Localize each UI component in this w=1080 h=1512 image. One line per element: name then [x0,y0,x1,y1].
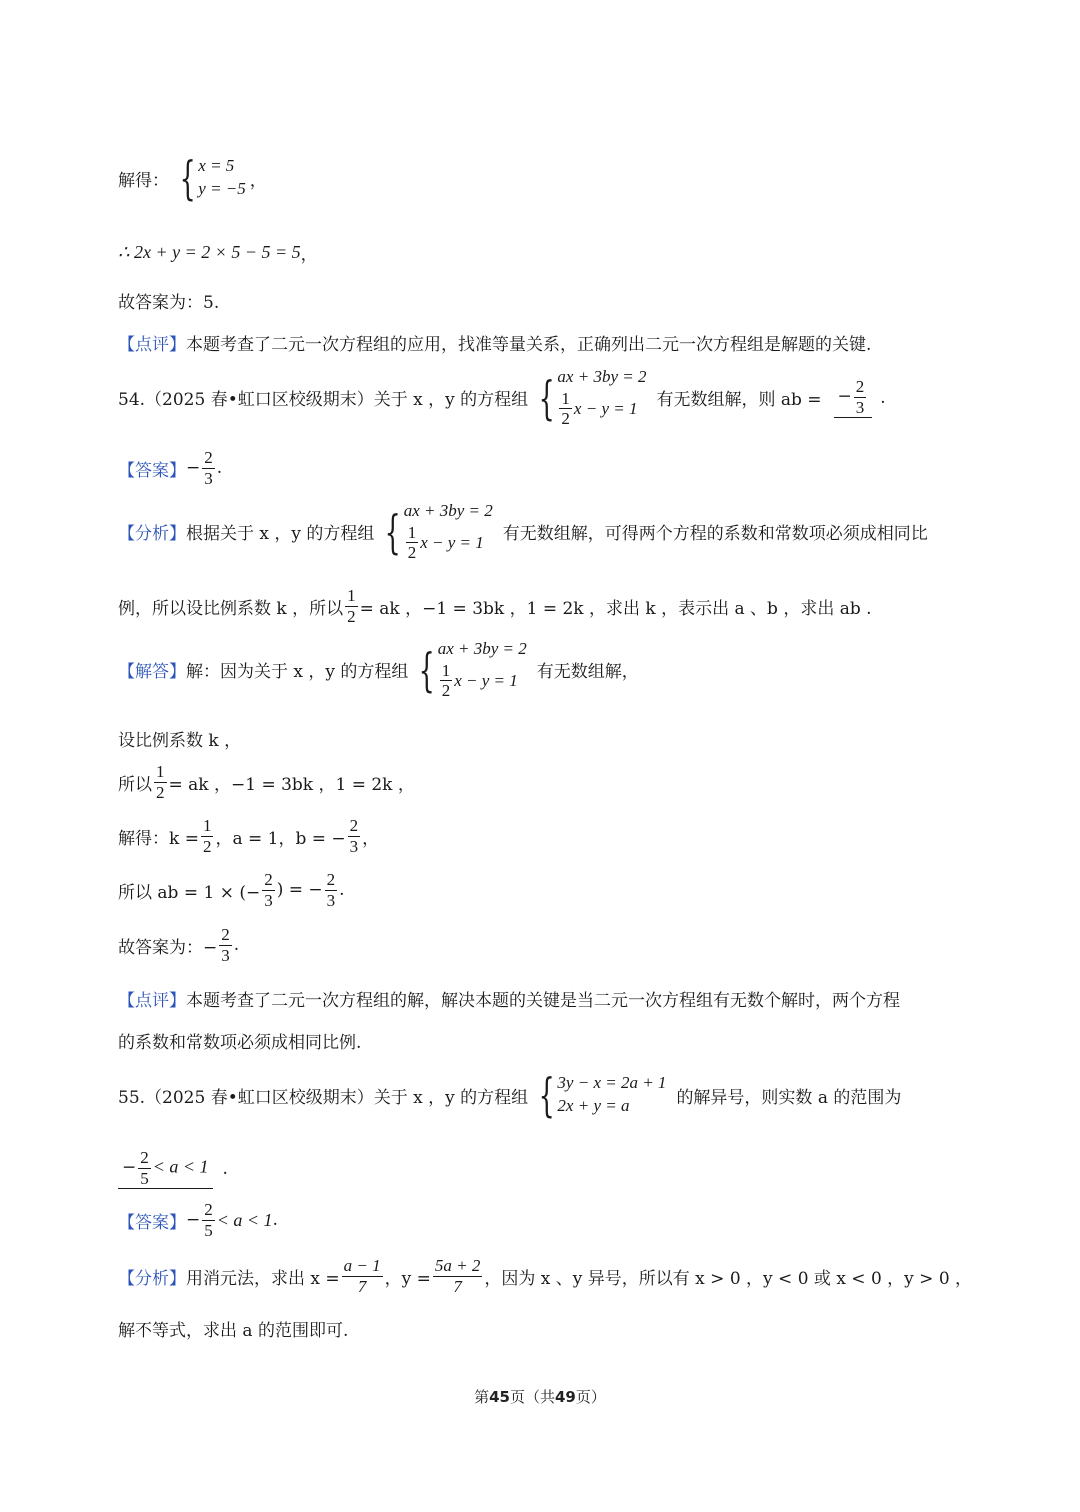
frac-num: 2 [349,816,359,835]
comma: ， [249,170,267,191]
solution-54-line4 [118,816,379,856]
sys-row-2: y = −5 [198,179,246,198]
analysis-text-2: 有无数组解，可得两个方程的系数和常数项必须成相同比 [502,524,928,545]
solution-line4-b: ，a = 1，b = − [215,828,346,849]
review-54-line2: 的系数和常数项必须成相同比例. [118,1033,362,1053]
sys-row-2: 2x + y = a [557,1096,630,1115]
fraction-two-thirds [202,448,215,488]
solution-54-line3 [118,762,415,802]
period: . [272,1210,278,1231]
fraction-two-fifths [138,1148,151,1188]
sys-row-2 [404,523,493,563]
equation-system-54 [532,366,646,429]
fraction-x-value [342,1256,383,1296]
frac-num: 1 [441,660,451,680]
comma: ， [300,245,318,265]
q54-prefix: 54.（2025 春•虹口区校级期末）关于 x ，y 的方程组 [118,390,529,411]
frac-num: 2 [221,925,230,944]
footer-prefix: 第 [474,1388,490,1406]
equation-system-54 [412,638,526,701]
review-tag: 【点评】 [118,991,186,1011]
solution-line4-a: 解得：k = [118,828,199,849]
fraction-half [345,586,358,626]
q55-prefix: 55.（2025 春•虹口区校级期末）关于 x ，y 的方程组 [118,1087,529,1108]
question-55 [118,1068,902,1122]
equation-2x-plus-y: ∴ 2x + y = 2 × 5 − 5 = 5 [118,242,301,262]
frac-num: 1 [407,522,417,542]
sys-row-1: ax + 3by = 2 [437,639,527,658]
answer-55 [118,1200,278,1240]
answer-line-5: 故答案为：5. [118,293,220,313]
analysis-55-b: ，y = [384,1268,431,1289]
analysis-54-line2 [118,586,872,626]
frac-num: 2 [264,870,273,889]
fraction-half [440,661,453,701]
frac-num: 2 [204,448,213,467]
solution-tag: 【解答】 [118,662,186,683]
brace: { [384,504,402,559]
review-text: 本题考查了二元一次方程组的应用，找准等量关系，正确列出二元一次方程组是解题的关键. [186,335,872,355]
frac-num: 1 [347,586,356,605]
fraction-two-thirds [262,870,275,910]
period: . [233,935,240,956]
solution-line3-a: 所以 [118,774,152,795]
frac-den: 2 [156,782,165,802]
footer-suffix: 页） [575,1388,606,1406]
inequality-rest: < a < 1 [152,1156,209,1177]
period: . [222,1158,228,1179]
sys-row-2-rest: x − y = 1 [573,398,638,418]
label-jiede: 解得： [118,170,169,191]
page-number: 45 [489,1388,510,1406]
solution-54-line2: 设比例系数 k ， [118,731,242,751]
fraction-two-thirds [325,870,338,910]
q55-suffix: 的解异号，则实数 a 的范围为 [676,1087,902,1108]
minus-sign: − [122,1157,137,1178]
question-55-blank-line [118,1148,228,1189]
page-total: 49 [555,1388,576,1406]
therefore-line [118,240,318,265]
fraction-half [154,762,167,802]
review-line-53 [118,330,871,355]
fraction-y-value [433,1256,482,1296]
footer-mid: 页（共 [509,1388,555,1406]
solution-text-2: 有无数组解， [536,662,639,683]
equation-system-54 [378,500,492,563]
analysis-54-line1 [118,500,928,563]
frac-num: 2 [140,1148,149,1167]
analysis-line2-b: = ak ，−1 = 3bk ，1 = 2k ，求出 k ，表示出 a 、b ，求出 ab . [359,598,872,619]
period: . [880,387,886,408]
fraction-half [559,389,572,429]
sys-row-2 [557,389,646,429]
frac-den: 3 [349,836,359,856]
minus-sign: − [186,458,201,479]
sys-row-1: ax + 3by = 2 [403,501,493,520]
frac-den: 2 [561,409,570,429]
analysis-55-line1 [118,1256,972,1296]
sys-row-1: x = 5 [198,156,235,176]
equation-system-result [173,151,246,205]
frac-den: 2 [407,543,417,563]
frac-den: 5 [140,1168,149,1188]
solution-54-line6 [118,925,239,965]
solution-line-system [118,151,267,205]
analysis-tag: 【分析】 [118,524,186,545]
frac-den: 7 [357,1276,367,1296]
frac-num: 5a + 2 [434,1256,481,1275]
analysis-55-line2: 解不等式，求出 a 的范围即可. [118,1321,349,1341]
fraction-two-fifths [202,1200,215,1240]
sys-row-2-rest: x − y = 1 [454,670,518,690]
brace: { [538,1068,555,1122]
frac-den: 3 [204,468,213,488]
minus-sign: − [837,386,852,407]
brace: { [418,642,436,697]
brace: { [538,370,555,425]
solution-54-line5 [118,870,345,910]
analysis-text-1: 根据关于 x ，y 的方程组 [186,524,375,545]
q54-mid: 有无数组解，则 ab = [656,390,822,411]
solution-line6: 故答案为：− [118,937,218,958]
q54-answer-blank [834,377,873,418]
frac-den: 3 [264,890,273,910]
fraction-two-thirds [854,377,867,417]
equation-system-55 [532,1068,667,1122]
frac-den: 5 [204,1220,213,1240]
frac-num: 2 [204,1200,213,1219]
frac-num: 1 [156,762,165,781]
solution-line5-b: ) = − [276,880,323,901]
frac-den: 2 [441,681,451,701]
frac-den: 2 [202,836,212,856]
frac-num: 1 [561,388,570,408]
frac-den: 7 [453,1276,462,1296]
fraction-half [406,523,419,563]
frac-num: 1 [202,816,212,835]
fraction-two-thirds [348,816,361,856]
solution-text-1: 解：因为关于 x ，y 的方程组 [186,662,409,683]
sys-row-1: 3y − x = 2a + 1 [557,1073,667,1093]
period: . [339,880,345,901]
frac-num: 2 [855,376,865,396]
analysis-tag: 【分析】 [118,1268,186,1289]
solution-line5-a: 所以 ab = 1 × (− [118,882,261,903]
analysis-line2-a: 例，所以设比例系数 k ，所以 [118,598,344,619]
solution-54-line1 [118,638,639,701]
sys-row-1: ax + 3by = 2 [557,367,647,386]
inequality-rest: < a < 1 [216,1209,273,1230]
answer-tag: 【答案】 [118,460,186,481]
q55-answer-blank [118,1148,213,1189]
review-text: 本题考查了二元一次方程组的解，解决本题的关键是当二元一次方程组有无数个解时，两个方程 [186,991,900,1011]
sys-row-2 [438,661,527,701]
frac-num: a − 1 [343,1256,381,1275]
analysis-55-c: ，因为 x 、y 异号，所以有 x > 0 ，y < 0 或 x < 0 ，y > 0 ， [484,1268,973,1289]
frac-den: 3 [221,945,230,965]
brace: { [179,151,196,205]
frac-den: 3 [855,397,865,417]
fraction-two-thirds [219,925,232,965]
fraction-half [201,816,214,856]
analysis-55-a: 用消元法，求出 x = [186,1268,340,1289]
question-54 [118,366,886,429]
review-54-line1 [118,986,900,1011]
review-tag: 【点评】 [118,335,186,355]
solution-line3-b: = ak ，−1 = 3bk ，1 = 2k ， [168,774,415,795]
frac-num: 2 [326,870,336,889]
comma: ， [362,828,380,849]
frac-den: 2 [347,606,356,626]
frac-den: 3 [326,890,336,910]
answer-tag: 【答案】 [118,1212,186,1233]
minus-sign: − [186,1210,201,1231]
period: . [216,458,223,479]
sys-row-2-rest: x − y = 1 [420,532,484,552]
page-footer [0,1386,1080,1407]
answer-54 [118,448,222,488]
